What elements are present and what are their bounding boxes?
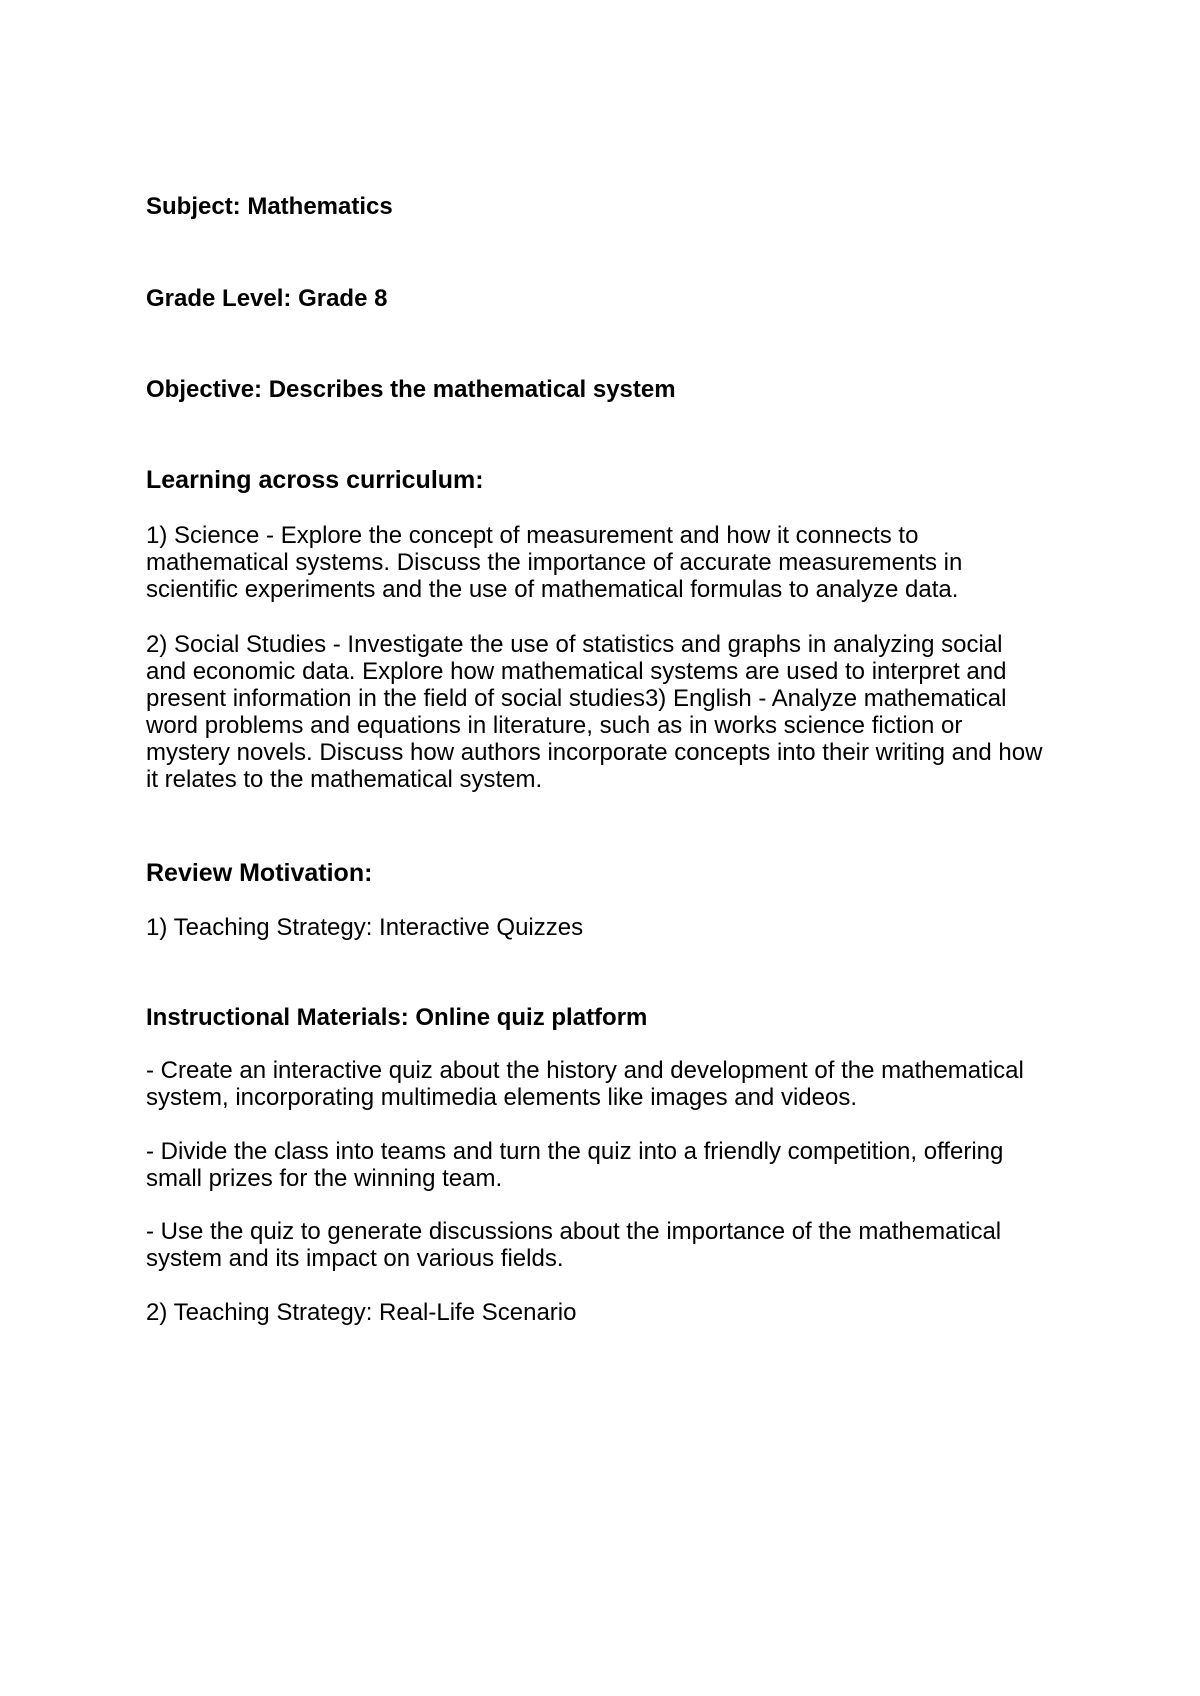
paragraph-line: word problems and equations in literature, such as in works science fiction or xyxy=(146,712,963,739)
paragraph-line: 2) Social Studies - Investigate the use of statistics and graphs in analyzing social xyxy=(146,631,1003,658)
instructional-materials-heading: Instructional Materials: Online quiz platform xyxy=(146,1004,648,1031)
paragraph-line: small prizes for the winning team. xyxy=(146,1165,503,1192)
learning-across-curriculum-heading: Learning across curriculum: xyxy=(146,466,484,494)
paragraph-line: mystery novels. Discuss how authors incorporate concepts into their writing and how xyxy=(146,739,1043,766)
paragraph-line: and economic data. Explore how mathematical systems are used to interpret and xyxy=(146,658,1007,685)
paragraph-line: system and its impact on various fields. xyxy=(146,1245,564,1272)
grade-level-heading: Grade Level: Grade 8 xyxy=(146,285,388,312)
paragraph-line: present information in the field of social studies3) English - Analyze mathematical xyxy=(146,685,1007,712)
paragraph-line: - Divide the class into teams and turn the quiz into a friendly competition, offering xyxy=(146,1138,1004,1165)
paragraph-line: mathematical systems. Discuss the importance of accurate measurements in xyxy=(146,549,963,576)
review-motivation-heading: Review Motivation: xyxy=(146,859,373,887)
objective-heading: Objective: Describes the mathematical system xyxy=(146,376,676,403)
teaching-strategy-2: 2) Teaching Strategy: Real-Life Scenario xyxy=(146,1299,577,1326)
paragraph-line: scientific experiments and the use of mathematical formulas to analyze data. xyxy=(146,576,959,603)
subject-heading: Subject: Mathematics xyxy=(146,193,393,220)
paragraph-line: - Use the quiz to generate discussions about the importance of the mathematical xyxy=(146,1218,1002,1245)
teaching-strategy-1: 1) Teaching Strategy: Interactive Quizzes xyxy=(146,914,584,941)
paragraph-line: - Create an interactive quiz about the history and development of the mathematical xyxy=(146,1057,1024,1084)
paragraph-line: it relates to the mathematical system. xyxy=(146,766,543,793)
paragraph-line: system, incorporating multimedia elements like images and videos. xyxy=(146,1084,857,1111)
paragraph-line: 1) Science - Explore the concept of measurement and how it connects to xyxy=(146,522,919,549)
